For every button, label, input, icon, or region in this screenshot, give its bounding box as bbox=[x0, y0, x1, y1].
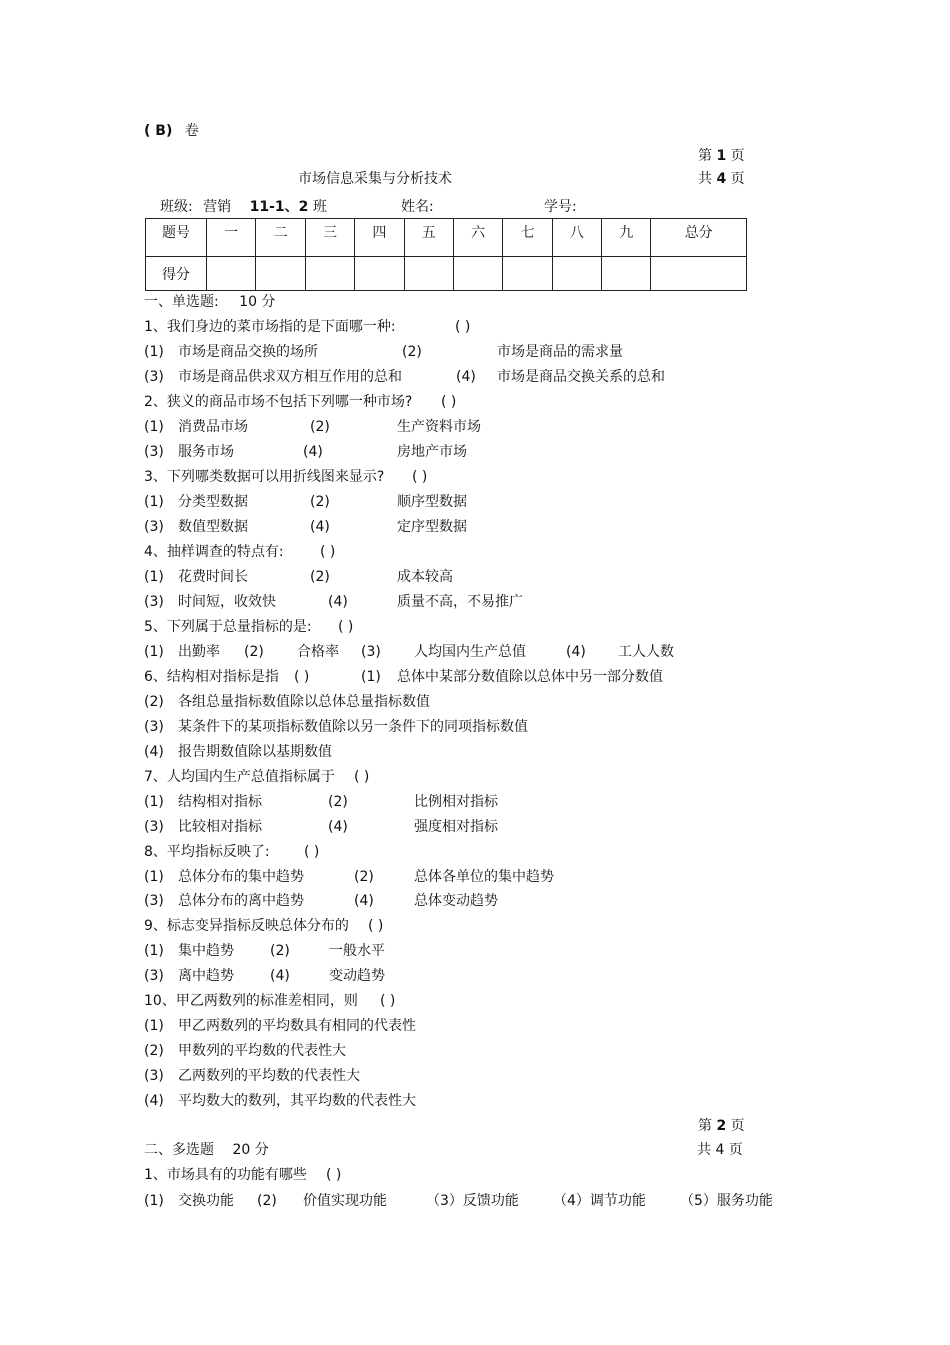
option-num: (4) bbox=[310, 519, 330, 535]
option-text: 总体各单位的集中趋势 bbox=[414, 869, 554, 885]
option-num: (2) bbox=[310, 494, 330, 510]
option-num: (1) bbox=[144, 344, 164, 360]
option-num: (3) bbox=[144, 819, 164, 835]
answer-paren: ( ) bbox=[320, 544, 336, 560]
score-cell bbox=[503, 257, 552, 291]
section2-title: 二、多选题 bbox=[144, 1142, 214, 1158]
answer-paren: ( ) bbox=[354, 769, 370, 785]
section1-points: 10 分 bbox=[239, 294, 276, 310]
paper-label-rest: 卷 bbox=[184, 123, 199, 139]
score-table bbox=[145, 218, 747, 291]
table-cell: 一 bbox=[207, 219, 256, 257]
table-cell: 五 bbox=[404, 219, 453, 257]
stem-text: 1、我们身边的菜市场指的是下面哪一种: bbox=[144, 319, 396, 335]
option-text: 生产资料市场 bbox=[397, 419, 481, 435]
table-cell: 六 bbox=[453, 219, 502, 257]
option-num: (1) bbox=[144, 644, 164, 660]
question-stem: 5、下列属于总量指标的是: bbox=[144, 619, 312, 635]
question-stem: 8、平均指标反映了: bbox=[144, 844, 270, 860]
page-number bbox=[698, 147, 745, 165]
option-text: 定序型数据 bbox=[397, 519, 467, 535]
option-num: (2) bbox=[310, 569, 330, 585]
table-cell: 三 bbox=[305, 219, 354, 257]
question-stem: 2、狭义的商品市场不包括下列哪一种市场? bbox=[144, 394, 413, 410]
question-stem: 1、市场具有的功能有哪些 bbox=[144, 1167, 307, 1183]
option-num: (3) bbox=[144, 893, 164, 909]
table-cell: 九 bbox=[602, 219, 651, 257]
option-num: (3) bbox=[144, 519, 164, 535]
question-stem: 6、结构相对指标是指 bbox=[144, 669, 279, 685]
option-text: （5）服务功能 bbox=[680, 1193, 773, 1209]
page-prefix: 第 bbox=[698, 148, 712, 164]
option-text: （4）调节功能 bbox=[553, 1193, 646, 1209]
option-text: 集中趋势 bbox=[178, 943, 234, 959]
option-text: 市场是商品交换的场所 bbox=[178, 344, 318, 360]
option-text: 市场是商品供求双方相互作用的总和 bbox=[178, 369, 402, 385]
option-text: 顺序型数据 bbox=[397, 494, 467, 510]
option-text: 比例相对指标 bbox=[414, 794, 498, 810]
score-cell bbox=[602, 257, 651, 291]
table-cell: 题号 bbox=[146, 219, 207, 257]
total-suffix: 页 bbox=[730, 171, 745, 187]
option-num: (2) bbox=[244, 644, 264, 660]
class-major: 营销 bbox=[203, 199, 232, 215]
table-cell: 八 bbox=[552, 219, 601, 257]
score-cell bbox=[651, 257, 747, 291]
option-text: 一般水平 bbox=[329, 943, 385, 959]
option-text: 数值型数据 bbox=[178, 519, 248, 535]
option-text: 变动趋势 bbox=[329, 968, 385, 984]
section2-points: 20 分 bbox=[232, 1142, 269, 1158]
option-num: (1) bbox=[144, 869, 164, 885]
class-info bbox=[160, 198, 327, 216]
option-num: (4) bbox=[303, 444, 323, 460]
answer-paren: ( ) bbox=[441, 394, 457, 410]
option-num: (2) bbox=[328, 794, 348, 810]
option-num: (2) bbox=[144, 1043, 164, 1059]
page-suffix: 页 bbox=[730, 148, 745, 164]
score-cell bbox=[552, 257, 601, 291]
score-cell bbox=[256, 257, 305, 291]
option-text: 市场是商品的需求量 bbox=[497, 344, 623, 360]
option-num: (3) bbox=[361, 644, 381, 660]
option-num: (3) bbox=[144, 1068, 164, 1084]
option-text: 总体变动趋势 bbox=[414, 893, 498, 909]
score-cell bbox=[404, 257, 453, 291]
table-cell: 二 bbox=[256, 219, 305, 257]
answer-paren: ( ) bbox=[294, 669, 310, 685]
option-num: (1) bbox=[144, 1193, 164, 1209]
option-text: 乙两数列的平均数的代表性大 bbox=[178, 1068, 360, 1084]
option-text: 分类型数据 bbox=[178, 494, 248, 510]
option-num: (2) bbox=[270, 943, 290, 959]
option-text: 质量不高，不易推广 bbox=[397, 594, 523, 610]
option-text: 报告期数值除以基期数值 bbox=[178, 744, 332, 760]
option-num: (3) bbox=[144, 594, 164, 610]
page2-prefix: 第 bbox=[698, 1118, 712, 1134]
option-text: 总体中某部分数值除以总体中另一部分数值 bbox=[397, 669, 663, 685]
option-num: (3) bbox=[144, 369, 164, 385]
option-text: 时间短，收效快 bbox=[178, 594, 276, 610]
section1-heading bbox=[144, 293, 275, 311]
option-num: (1) bbox=[144, 419, 164, 435]
option-text: 甲数列的平均数的代表性大 bbox=[178, 1043, 346, 1059]
paper-label bbox=[144, 122, 199, 140]
option-text: 市场是商品交换关系的总和 bbox=[497, 369, 665, 385]
score-cell bbox=[305, 257, 354, 291]
option-num: (4) bbox=[456, 369, 476, 385]
total-pages bbox=[698, 170, 745, 188]
table-cell: 七 bbox=[503, 219, 552, 257]
exam-title: 市场信息采集与分析技术 bbox=[298, 171, 452, 187]
answer-paren: ( ) bbox=[412, 469, 428, 485]
option-text: 消费品市场 bbox=[178, 419, 248, 435]
option-num: (3) bbox=[144, 719, 164, 735]
option-num: (1) bbox=[361, 669, 381, 685]
option-text: 出勤率 bbox=[178, 644, 220, 660]
page2-suffix: 页 bbox=[730, 1118, 745, 1134]
option-num: (1) bbox=[144, 1018, 164, 1034]
page2-total: 共 4 页 bbox=[697, 1142, 743, 1158]
answer-paren: ( ) bbox=[326, 1167, 342, 1183]
answer-paren: ( ) bbox=[368, 918, 384, 934]
option-text: 各组总量指标数值除以总体总量指标数值 bbox=[178, 694, 430, 710]
question-stem: 7、人均国内生产总值指标属于 bbox=[144, 769, 335, 785]
question-stem: 3、下列哪类数据可以用折线图来显示? bbox=[144, 469, 385, 485]
score-table-header-row bbox=[146, 219, 747, 257]
option-num: (3) bbox=[144, 968, 164, 984]
option-text: 甲乙两数列的平均数具有相同的代表性 bbox=[178, 1018, 416, 1034]
question-stem: 4、抽样调查的特点有: bbox=[144, 544, 284, 560]
class-suffix: 班 bbox=[312, 199, 327, 215]
option-text: （3）反馈功能 bbox=[426, 1193, 519, 1209]
total-num: 4 bbox=[716, 171, 727, 187]
option-text: 结构相对指标 bbox=[178, 794, 262, 810]
total-prefix: 共 bbox=[698, 171, 712, 187]
table-cell: 总分 bbox=[651, 219, 747, 257]
option-num: (2) bbox=[310, 419, 330, 435]
option-num: (4) bbox=[270, 968, 290, 984]
table-cell: 得分 bbox=[146, 257, 207, 291]
answer-paren: ( ) bbox=[304, 844, 320, 860]
option-text: 价值实现功能 bbox=[303, 1193, 387, 1209]
option-text: 合格率 bbox=[297, 644, 339, 660]
table-cell: 四 bbox=[355, 219, 404, 257]
option-text: 成本较高 bbox=[397, 569, 453, 585]
option-text: 强度相对指标 bbox=[414, 819, 498, 835]
page-num: 1 bbox=[716, 148, 727, 164]
score-cell bbox=[355, 257, 404, 291]
option-num: (4) bbox=[354, 893, 374, 909]
answer-paren: ( ) bbox=[455, 319, 471, 335]
score-cell bbox=[453, 257, 502, 291]
option-text: 交换功能 bbox=[178, 1193, 234, 1209]
page2-num: 2 bbox=[716, 1118, 727, 1134]
option-num: (2) bbox=[402, 344, 422, 360]
option-num: (1) bbox=[144, 494, 164, 510]
score-cell bbox=[207, 257, 256, 291]
option-num: (3) bbox=[144, 444, 164, 460]
class-code: 11-1、2 bbox=[249, 199, 309, 215]
paper-label-b: ( B) bbox=[144, 123, 173, 139]
class-label: 班级: bbox=[160, 199, 193, 215]
section1-title: 一、单选题: bbox=[144, 294, 219, 310]
option-num: (2) bbox=[354, 869, 374, 885]
question-stem: 9、标志变异指标反映总体分布的 bbox=[144, 918, 349, 934]
question-stem bbox=[144, 318, 396, 336]
option-text: 离中趋势 bbox=[178, 968, 234, 984]
option-text: 总体分布的离中趋势 bbox=[178, 893, 304, 909]
section2-heading bbox=[144, 1141, 269, 1159]
option-num: (4) bbox=[566, 644, 586, 660]
option-num: (4) bbox=[328, 594, 348, 610]
option-num: (4) bbox=[328, 819, 348, 835]
option-text: 总体分布的集中趋势 bbox=[178, 869, 304, 885]
option-text: 比较相对指标 bbox=[178, 819, 262, 835]
option-num: (4) bbox=[144, 1093, 164, 1109]
option-num: (1) bbox=[144, 569, 164, 585]
option-num: (2) bbox=[144, 694, 164, 710]
score-table-score-row bbox=[146, 257, 747, 291]
option-text: 平均数大的数列，其平均数的代表性大 bbox=[178, 1093, 416, 1109]
question-stem: 10、甲乙两数列的标准差相同，则 bbox=[144, 993, 358, 1009]
answer-paren: ( ) bbox=[338, 619, 354, 635]
id-label: 学号: bbox=[544, 199, 577, 215]
option-num: (1) bbox=[144, 943, 164, 959]
option-text: 花费时间长 bbox=[178, 569, 248, 585]
option-text: 人均国内生产总值 bbox=[414, 644, 526, 660]
option-text: 房地产市场 bbox=[397, 444, 467, 460]
option-text: 某条件下的某项指标数值除以另一条件下的同项指标数值 bbox=[178, 719, 528, 735]
option-num: (4) bbox=[144, 744, 164, 760]
option-num: (2) bbox=[257, 1193, 277, 1209]
name-label: 姓名: bbox=[401, 199, 434, 215]
answer-paren: ( ) bbox=[380, 993, 396, 1009]
page2-number bbox=[698, 1117, 745, 1135]
option-text: 工人人数 bbox=[618, 644, 674, 660]
option-text: 服务市场 bbox=[178, 444, 234, 460]
option-num: (1) bbox=[144, 794, 164, 810]
